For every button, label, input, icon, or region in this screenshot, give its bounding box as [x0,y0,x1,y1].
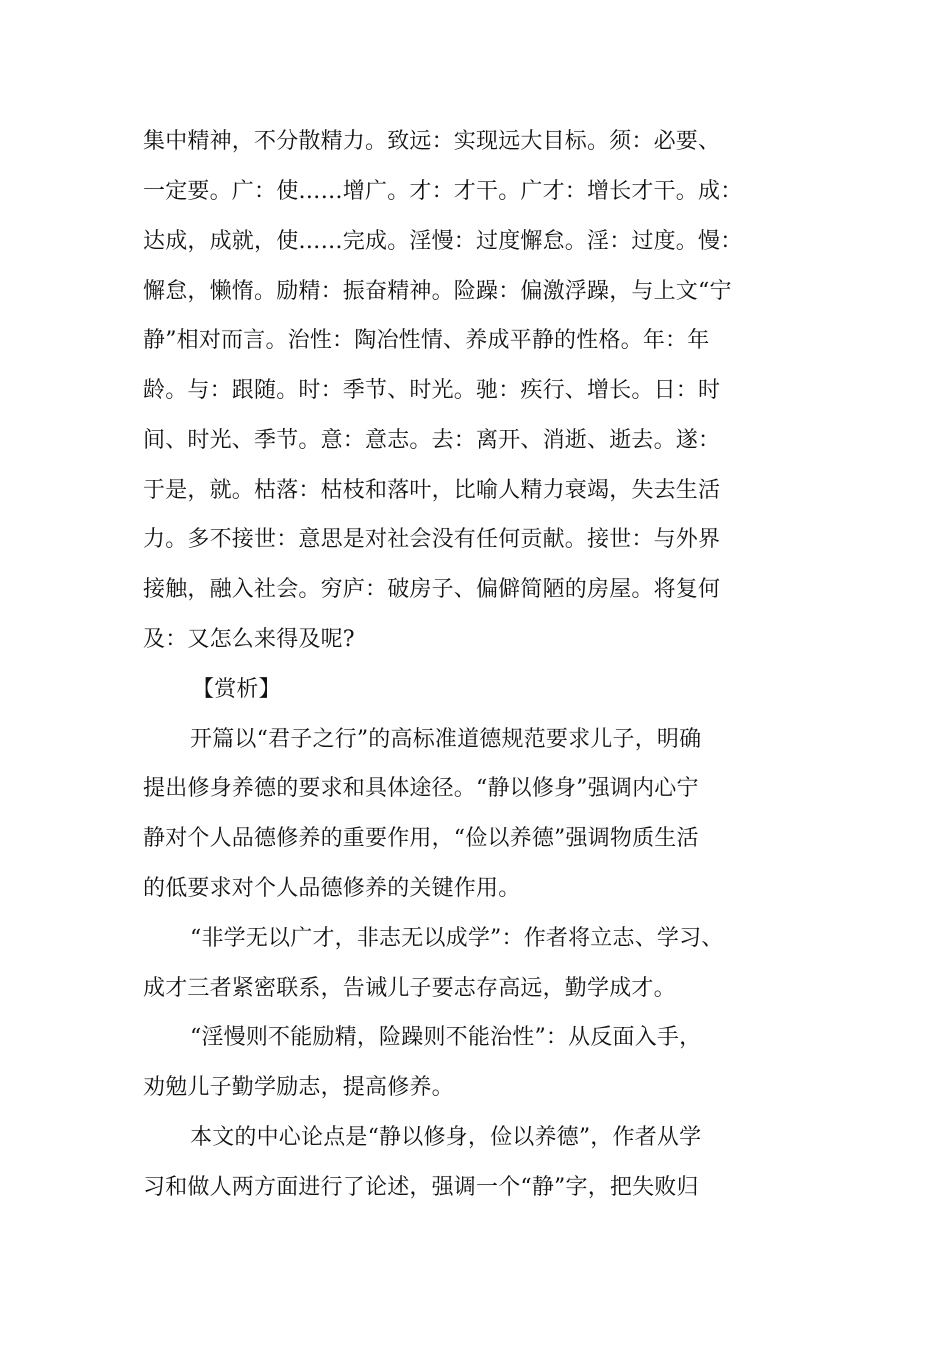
paragraph-start-line: 本文的中心论点是“静以修身，俭以养德”，作者从学 [190,1125,702,1150]
text-line: 劝勉儿子勤学励志，提高修养。 [143,1075,454,1100]
paragraph-start-line: “非学无以广才，非志无以成学”：作者将立志、学习、 [190,926,724,951]
text-line: 静对个人品德修养的重要作用，“俭以养德”强调物质生活 [143,826,699,851]
paragraph-start-line: 开篇以“君子之行”的高标准道德规范要求儿子，明确 [190,727,702,752]
text-line: 的低要求对个人品德修养的关键作用。 [143,876,521,901]
text-line: 达成，成就，使……完成。淫慢：过度懈怠。淫：过度。慢： [143,229,743,254]
text-line: 于是，就。枯落：枯枝和落叶，比喻人精力衰竭，失去生活 [143,478,721,503]
text-line: 龄。与：跟随。时：季节、时光。驰：疾行、增长。日：时 [143,378,721,403]
text-line: 接触，融入社会。穷庐：破房子、偏僻简陋的房屋。将复何 [143,577,721,602]
text-line: 一定要。广：使……增广。才：才干。广才：增长才干。成： [143,179,743,204]
text-line: 及：又怎么来得及呢? [143,627,355,652]
text-line: 间、时光、季节。意：意志。去：离开、消逝、逝去。遂： [143,428,721,453]
text-line: 成才三者紧密联系，告诫儿子要志存高远，勤学成才。 [143,976,676,1001]
text-line: 习和做人两方面进行了论述，强调一个“静”字，把失败归 [143,1175,699,1200]
text-line: 提出修身养德的要求和具体途径。“静以修身”强调内心宁 [143,776,699,801]
text-line: 集中精神，不分散精力。致远：实现远大目标。须：必要、 [143,129,721,154]
text-line: 静”相对而言。治性：陶冶性情、养成平静的性格。年：年 [143,328,710,353]
section-heading: 【赏析】 [192,677,281,702]
text-line: 懈怠，懒惰。励精：振奋精神。险躁：偏激浮躁，与上文“宁 [143,279,732,304]
paragraph-start-line: “淫慢则不能励精，险躁则不能治性”：从反面入手， [190,1025,702,1050]
text-line: 力。多不接世：意思是对社会没有任何贡献。接世：与外界 [143,527,721,552]
